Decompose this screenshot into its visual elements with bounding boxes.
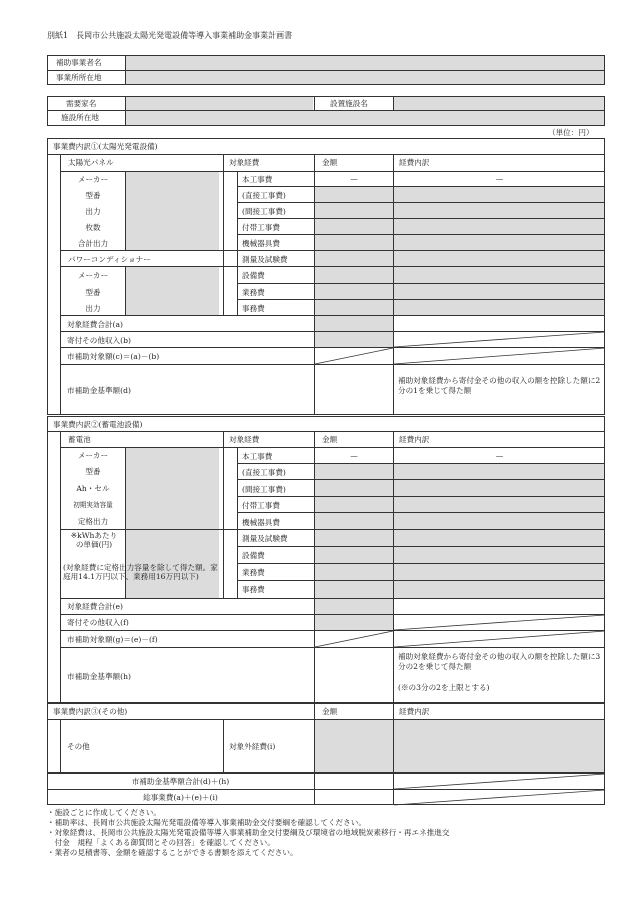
pcs-label: パワーコンディショナー <box>68 255 151 264</box>
sec2-target-cost-header: 対象経費 <box>229 435 260 444</box>
sec2-subsidy-target-label: 市補助対象額(g)＝(e)－(f) <box>67 635 158 644</box>
sec1-cost-item: 本工事費 <box>242 175 273 184</box>
sec2-standard-label: 市補助金基準額(h) <box>67 672 131 681</box>
sec1-standard-label: 市補助金基準額(d) <box>67 386 131 395</box>
sec1-cost-item: 付帯工事費 <box>242 223 280 232</box>
sec1-cost-item: (間接工事費) <box>242 207 286 216</box>
sec2-title: 事業費内訳②(蓄電池設備) <box>53 420 143 429</box>
note-line: ・業者の見積書等、金額を確認することができる書類を添えてください。 <box>47 848 298 857</box>
sec1-panel-label: 太陽光パネル <box>68 158 114 167</box>
sec1-title: 事業費内訳①(太陽光発電設備) <box>53 142 158 151</box>
sec2-breakdown-header: 経費内訳 <box>399 435 430 444</box>
address-label: 事業所所在地 <box>56 73 102 82</box>
note-line: ・施設ごとに作成してください。 <box>47 808 161 817</box>
client-label: 需要家名 <box>66 99 97 108</box>
pcs-model-label: 型番 <box>85 288 101 297</box>
sec1-total-label: 対象経費合計(a) <box>67 320 124 329</box>
sec1-cost-item: 業務費 <box>242 288 265 297</box>
sec1-cost-item: 機械器具費 <box>242 239 280 248</box>
sec1-standard-note: 補助対象経費から寄付金その他の収入の額を控除した額に2分の1を乗じて得た額 <box>398 376 601 395</box>
battery-ah-cell-label: Ah・セル <box>76 484 110 493</box>
battery-label: 蓄電池 <box>68 435 91 444</box>
sec1-target-cost-header: 対象経費 <box>229 158 260 167</box>
sec3-title: 事業費内訳③(その他) <box>53 707 128 716</box>
sec2-donation-label: 寄付その他収入(f) <box>67 618 129 627</box>
sec2-cost-item: 業務費 <box>242 568 265 577</box>
panel-output-label: 出力 <box>85 207 101 216</box>
panel-total-output-label: 合計出力 <box>77 239 109 248</box>
sec2-amount-dash: — <box>350 451 358 460</box>
sec2-breakdown-dash: — <box>495 451 504 460</box>
sec2-standard-note2: (※の3分の2を上限とする) <box>398 683 490 692</box>
unit-label: （単位：円） <box>548 128 594 137</box>
sec1-cost-item: 設備費 <box>242 271 265 280</box>
sec1-donation-label: 寄付その他収入(b) <box>67 336 131 345</box>
sec1-amount-dash: — <box>350 174 358 183</box>
battery-rated-output-label: 定格出力 <box>77 517 109 526</box>
note-line: 付金 規程「よくある御質問とその回答」を確認してください。 <box>47 838 275 847</box>
sec2-cost-item: (間接工事費) <box>242 485 286 494</box>
sec2-cost-item: 測量及試験費 <box>242 534 288 543</box>
note-line: ・対象経費は、長岡市公共施設太陽光発電設備等導入事業補助金交付要綱及び環境省の地域脱炭素移行・再エネ推進交 <box>47 828 450 837</box>
battery-maker-label: メーカー <box>77 451 109 460</box>
sec3-excluded-label: 対象外経費(i) <box>229 742 276 751</box>
sec1-cost-item: 事務費 <box>242 304 265 313</box>
page-title: 別紙1 長岡市公共施設太陽光発電設備等導入事業補助金事業計画書 <box>47 31 293 40</box>
sec2-cost-item: 機械器具費 <box>242 518 280 527</box>
sec2-cost-item: 本工事費 <box>242 452 273 461</box>
sec2-cost-item: (直接工事費) <box>242 468 286 477</box>
sec1-breakdown-header: 経費内訳 <box>399 158 430 167</box>
sec2-cost-item: 付帯工事費 <box>242 501 280 510</box>
project-total-label: 総事業費(a)＋(e)＋(i) <box>143 793 218 802</box>
facility-address-label: 施設所在地 <box>61 113 99 122</box>
pcs-output-label: 出力 <box>85 304 101 313</box>
pcs-maker-label: メーカー <box>77 271 109 280</box>
sec2-standard-note: 補助対象経費から寄付金その他の収入の額を控除した額に3分の2を乗じて得た額 <box>398 652 601 671</box>
unit-price-label: ※kWhあたりの単価(円) <box>70 531 118 549</box>
unit-price-note: (対象経費に定格出力容量を除して得た額。家庭用14.1万円以下、業務用16万円以下) <box>63 563 218 581</box>
sec1-cost-item: (直接工事費) <box>242 191 286 200</box>
sec2-cost-item: 事務費 <box>242 585 265 594</box>
panel-count-label: 枚数 <box>85 223 101 232</box>
sec1-cost-item: 測量及試験費 <box>242 255 288 264</box>
facility-label: 設置施設名 <box>330 99 368 108</box>
battery-capacity-label: 初期実効容量 <box>73 501 113 509</box>
std-total-label: 市補助金基準額合計(d)＋(h) <box>131 777 230 786</box>
sec1-amount-header: 金額 <box>322 158 338 167</box>
facility-info-table <box>47 96 605 126</box>
note-line: ・補助率は、長岡市公共施設太陽光発電設備等導入事業補助金交付要綱を確認してください。 <box>47 818 366 827</box>
sec3-other-label: その他 <box>67 742 90 751</box>
battery-model-label: 型番 <box>85 467 101 476</box>
applicant-label: 補助事業者名 <box>56 58 102 67</box>
sec1-breakdown-dash: — <box>495 174 504 183</box>
sec1-subsidy-target-label: 市補助対象額(c)＝(a)－(b) <box>67 352 160 361</box>
sec3-breakdown-header: 経費内訳 <box>399 707 430 716</box>
sec2-cost-item: 設備費 <box>242 551 265 560</box>
panel-model-label: 型番 <box>85 191 101 200</box>
sec3-amount-header: 金額 <box>322 707 338 716</box>
sec2-amount-header: 金額 <box>322 435 338 444</box>
sec2-total-label: 対象経費合計(e) <box>67 602 123 611</box>
panel-maker-label: メーカー <box>77 175 109 184</box>
